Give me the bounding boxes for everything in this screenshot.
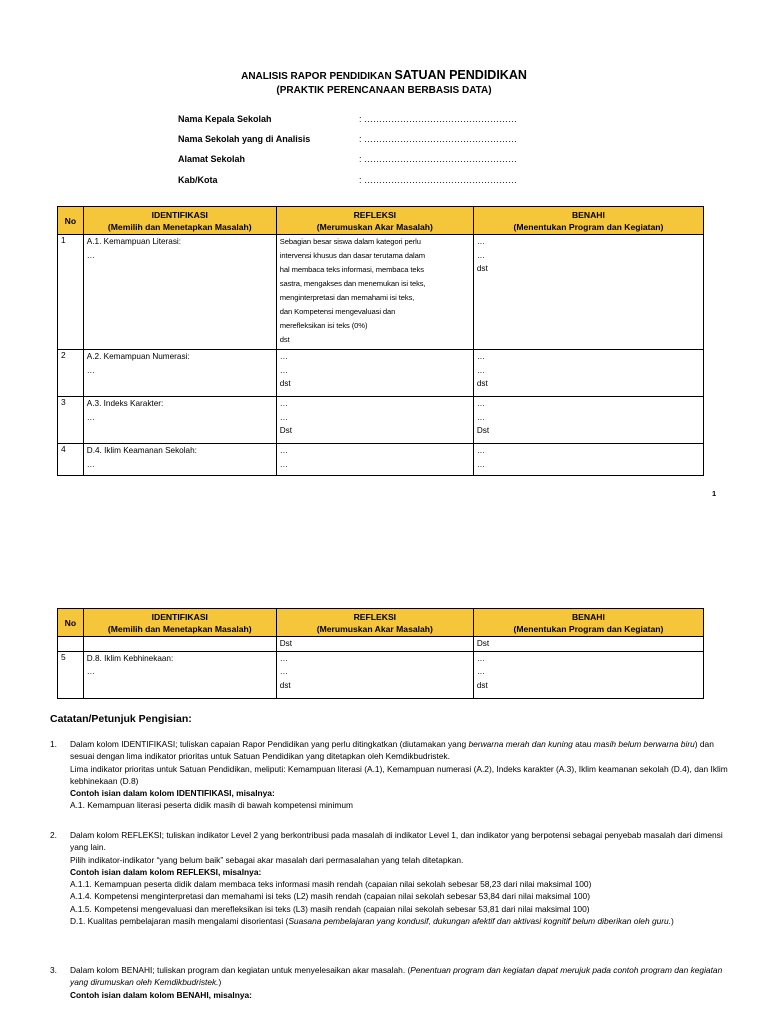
refleksi-cell: … … dst xyxy=(276,350,473,397)
table-row xyxy=(58,350,704,397)
row-number: 1 xyxy=(58,235,84,350)
table-row xyxy=(58,444,704,476)
document-title-part2: SATUAN PENDIDIKAN xyxy=(394,68,527,82)
refleksi-cell: … … xyxy=(276,444,473,476)
refleksi-cell: … … Dst xyxy=(276,397,473,444)
ident-cell xyxy=(83,637,276,652)
note-2: 2. Dalam kolom REFLEKSI; tuliskan indikator Level 2 yang berkontribusi pada masalah di indikator Level 1, dan indikator yang berpotensi sebagai penyebab masalah dari dimensi yang lain. Pilih indikator-indikator “yang belum baik” sebagai akar masalah dari permasalahan yang telah ditetapkan. Contoh isian dalam kolom REFLEKSI, misalnya: A.1.1. Kemampuan peserta didik dalam membaca teks informasi masih rendah (capaian nilai sekolah sebesar 58,23 dari nilai maksimal 100) A.1.4. Kompetensi menginterpretasi dan memahami isi teks (L2) masih rendah (capaian nilai sekolah sebesar 53,84 dari nilai maksimal 100) A.1.5. Kompetensi mengevaluasi dan merefleksikan isi teks (L3) masih rendah (capaian nilai sekolah sebesar 53,81 dari nilai maksimal 100) D.1. Kualitas pembelajaran masih mengalami disorientasi (Suasana pembelajaran yang kondusif, dukungan afektif dan aktivasi kognitif belum diberikan oleh guru.) xyxy=(50,830,723,927)
benahi-cell: … … Dst xyxy=(473,397,703,444)
table-header-row xyxy=(58,609,704,637)
document-title-part1: ANALISIS RAPOR PENDIDIKAN xyxy=(241,71,395,82)
document-subtitle: (PRAKTIK PERENCANAAN BERBASIS DATA) xyxy=(276,85,492,96)
analysis-table-1 xyxy=(57,206,704,476)
ident-cell: A.2. Kemampuan Numerasi: … xyxy=(83,350,276,397)
ident-cell: A.3. Indeks Karakter: … xyxy=(83,397,276,444)
ident-cell: A.1. Kemampuan Literasi: … xyxy=(83,235,276,350)
refleksi-cell: … … dst xyxy=(276,651,473,698)
note-1: 1. Dalam kolom IDENTIFIKASI; tuliskan capaian Rapor Pendidikan yang perlu ditingkatkan (diutamakan yang berwarna merah dan kuning atau masih belum berwarna biru) dan sesuai dengan lima indikator prioritas untuk Satuan Pendidikan yang ditetapkan oleh Kemdikbudristek. Lima indikator prioritas untuk Satuan Pendidikan, meliputi: Kemampuan literasi (A.1), Kemampuan numerasi (A.2), Indeks karakter (A.3), Iklim keamanan sekolah (D.4), dan Iklim kebhinekaan (D.8) Contoh isian dalam kolom IDENTIFIKASI, misalnya: A.1. Kemampuan literasi peserta didik masih di bawah kompetensi minimum xyxy=(50,739,728,811)
info-value-kabkota: : …………………………………………… xyxy=(359,175,518,185)
analysis-table-2 xyxy=(57,608,704,699)
header-no: No xyxy=(58,609,84,637)
info-label-nama-sekolah: Nama Sekolah yang di Analisis xyxy=(178,134,311,144)
header-benahi: BENAHI (Menentukan Program dan Kegiatan) xyxy=(473,207,703,235)
info-label-kepala-sekolah: Nama Kepala Sekolah xyxy=(178,114,272,124)
row-number: 3 xyxy=(58,397,84,444)
benahi-cell: … … dst xyxy=(473,651,703,698)
row-number xyxy=(58,637,84,652)
info-label-kabkota: Kab/Kota xyxy=(178,175,218,185)
header-refleksi: REFLEKSI (Merumuskan Akar Masalah) xyxy=(276,207,473,235)
benahi-cell: … … dst xyxy=(473,235,703,350)
notes-title: Catatan/Petunjuk Pengisian: xyxy=(50,713,192,725)
row-number: 4 xyxy=(58,444,84,476)
page-number: 1 xyxy=(712,489,717,498)
header-benahi: BENAHI (Menentukan Program dan Kegiatan) xyxy=(473,609,703,637)
table-row xyxy=(58,397,704,444)
info-value-nama-sekolah: : …………………………………………… xyxy=(359,134,518,144)
info-value-kepala-sekolah: : …………………………………………… xyxy=(359,114,518,124)
row-number: 5 xyxy=(58,651,84,698)
table-header-row xyxy=(58,207,704,235)
benahi-cell: … … dst xyxy=(473,350,703,397)
row-number: 2 xyxy=(58,350,84,397)
info-value-alamat: : …………………………………………… xyxy=(359,154,518,164)
refleksi-cell: Dst xyxy=(276,637,473,652)
refleksi-cell: Sebagian besar siswa dalam kategori perlu intervensi khusus dan dasar terutama dalam hal membaca teks informasi, membaca teks sastra, mengakses dan menemukan isi teks, menginterpretasi dan memahami isi teks, dan Kompetensi mengevaluasi dan merefleksikan isi teks (0%) dst xyxy=(276,235,473,350)
header-refleksi: REFLEKSI (Merumuskan Akar Masalah) xyxy=(276,609,473,637)
note-3: 3. Dalam kolom BENAHI; tuliskan program dan kegiatan untuk menyelesaikan akar masalah. (Penentuan program dan kegiatan dapat merujuk pada contoh program dan kegiatan yang dirumuskan oleh Kemdikbudristek.) Contoh isian dalam kolom BENAHI, misalnya: xyxy=(50,965,723,1000)
benahi-cell: … … xyxy=(473,444,703,476)
table-row xyxy=(58,651,704,698)
header-no: No xyxy=(58,207,84,235)
document-title xyxy=(0,68,768,82)
header-identifikasi: IDENTIFIKASI (Memilih dan Menetapkan Masalah) xyxy=(83,207,276,235)
ident-cell: D.8. Iklim Kebhinekaan: … xyxy=(83,651,276,698)
table-row xyxy=(58,637,704,652)
ident-cell: D.4. Iklim Keamanan Sekolah: … xyxy=(83,444,276,476)
benahi-cell: Dst xyxy=(473,637,703,652)
table-row xyxy=(58,235,704,350)
info-label-alamat: Alamat Sekolah xyxy=(178,154,246,164)
header-identifikasi: IDENTIFIKASI (Memilih dan Menetapkan Masalah) xyxy=(83,609,276,637)
